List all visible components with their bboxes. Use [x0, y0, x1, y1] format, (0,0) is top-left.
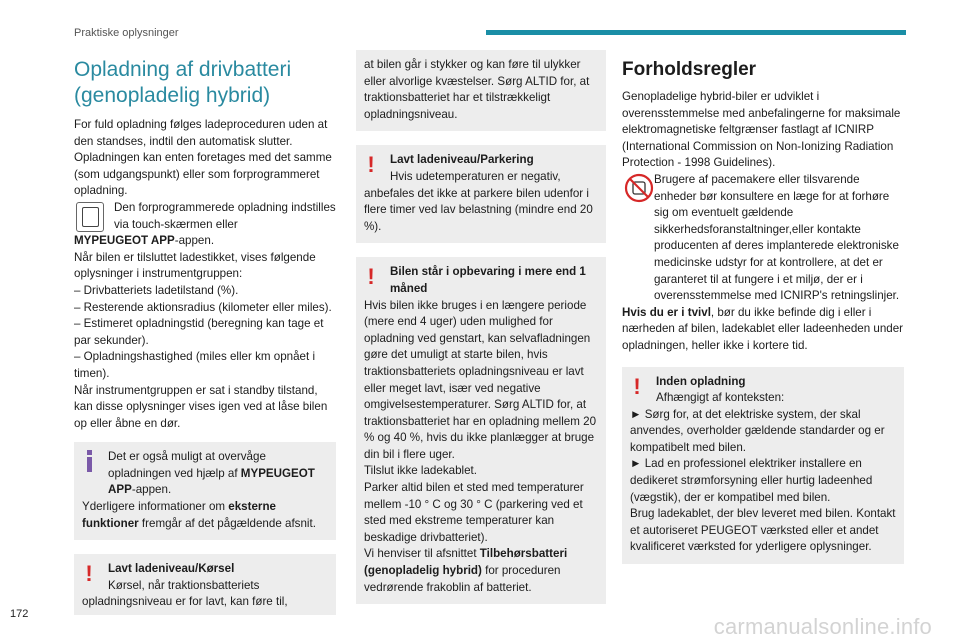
- doubt-paragraph: [622, 305, 904, 355]
- list-item: – Drivbatteriets ladetilstand (%).: [74, 283, 239, 297]
- warning-box-before-charging: [622, 367, 904, 565]
- warning-title: Bilen står i opbevaring i mere end 1 måned: [390, 265, 586, 295]
- app-note-text: Den forprogrammerede opladning indstilles via touch-skærmen eller: [114, 200, 336, 231]
- doubt-text: , bør du ikke befinde dig i eller i nærheden af bilen, ladekablet eller ladeenheden under opladningen, heller ikke i kortere tid.: [622, 305, 904, 352]
- warning-title: Lavt ladeniveau/Kørsel: [108, 562, 235, 576]
- warning-text: Kørsel, når traktionsbatteriets opladningsniveau er for lavt, kan føre til,: [82, 578, 288, 609]
- warning-icon: !: [633, 373, 641, 399]
- display-info-paragraph: Når bilen er tilsluttet ladestikket, vises følgende oplysninger i instrumentgruppen:: [74, 250, 316, 281]
- pacemaker-note: [622, 172, 904, 305]
- list-item: – Opladningshastighed (miles eller km opnået i timen).: [74, 350, 316, 380]
- app-suffix: -appen.: [174, 234, 215, 248]
- storage-temperature-note: Parker altid bilen et sted med temperaturer mellem -10 ° C og 30 ° C (parkering ved et sted med ekstreme temperaturer kan beskadige drivbatteriet).: [364, 481, 584, 544]
- pacemaker-warning-icon: [624, 173, 654, 203]
- list-item: – Estimeret opladningstid (beregning kan tage et par sekunder).: [74, 317, 324, 347]
- warning-title: Inden opladning: [656, 374, 746, 388]
- info-text-c: -appen.: [131, 483, 172, 497]
- info-text: [82, 449, 328, 499]
- section-title: [74, 57, 336, 109]
- reference-bold: Tilbehørsbatteri (genopladelig hybrid): [364, 547, 568, 578]
- watermark: carmanualsonline.info: [713, 614, 932, 640]
- column-right: [622, 50, 904, 578]
- warning-box-low-charge-parking: [356, 145, 606, 243]
- info-app-name: MYPEUGEOT APP: [108, 466, 315, 497]
- warning-box-continued: [356, 50, 606, 131]
- column-left: [74, 50, 336, 629]
- doubt-bold: Hvis du er i tvivl: [622, 305, 711, 319]
- section-header: Praktiske oplysninger: [74, 27, 179, 39]
- info-text-d: Yderligere informationer om: [82, 500, 229, 514]
- header-accent-bar: [486, 30, 906, 35]
- warning-icon: !: [85, 561, 93, 587]
- section-title-line1: Opladning af drivbatteri: [74, 58, 292, 81]
- storage-paragraph: Hvis bilen ikke bruges i en længere periode (mere end 4 uger) uden mulighed for opladning ved genstart, kan selvafladningen gøre det umuligt at starte bilen, hvis traktionsbatteriets opladningsniveau er lavt eller meget lavt, især ved negative omgivelsestemperaturer. Sørg ALTID for, at traktionsbatteriet har en opladning mellem 20 % og 40 %, hvis du ikke planlægger at bruge din bil i flere uger.: [364, 298, 597, 461]
- warning-text: Hvis udetemperaturen er negativ, anbefales det ikke at parkere bilen udenfor i flere timer ved lav belastning (mindre end 20 %).: [364, 169, 593, 233]
- info-box: [74, 442, 336, 540]
- info-text-2: [82, 499, 328, 532]
- app-note-cont: [74, 233, 336, 250]
- info-icon: [82, 450, 96, 474]
- info-text-a: Det er også muligt at overvåge opladningen ved hjælp af: [108, 450, 266, 480]
- precautions-title: Forholdsregler: [622, 59, 757, 80]
- reference-c: for proceduren vedrørende frakoblin af batteriet.: [364, 564, 561, 594]
- warning-continued-text: at bilen går i stykker og kan føre til ulykker eller alvorlige kvæstelser. Sørg ALTID for, at traktionsbatteriet har et tilstrækkeligt opladningsniveau.: [364, 58, 590, 121]
- storage-cable-note: Tilslut ikke ladekablet.: [364, 464, 477, 478]
- warning-icon: !: [367, 264, 375, 290]
- info-text-f: fremgår af det pågældende afsnit.: [138, 516, 316, 530]
- storage-reference: [364, 546, 598, 596]
- page-number: 172: [10, 608, 29, 620]
- smartphone-icon: [76, 202, 104, 232]
- app-name: MYPEUGEOT APP: [74, 234, 175, 248]
- column-middle: [356, 50, 606, 618]
- section-title-line2: (genopladelig hybrid): [74, 84, 271, 107]
- bullet-item: ► Sørg for, at det elektriske system, der skal anvendes, overholder gældende standarder og er kompatibelt med bilen.: [630, 407, 885, 454]
- warning-icon: !: [367, 152, 375, 178]
- standby-paragraph: Når instrumentgruppen er sat i standby tilstand, kan disse oplysninger vises igen ved at låse bilen op eller åbne en dør.: [74, 383, 328, 430]
- app-scheduling-note: [74, 200, 336, 233]
- context-text: Afhængigt af konteksten:: [656, 391, 785, 405]
- warning-box-storage: [356, 257, 606, 604]
- pacemaker-text: Brugere af pacemakere eller tilsvarende enheder bør konsultere en læge for at forhøre sig om eventuelt gældende sikkerhedsforanstaltninger,eller kontakte producenten af deres implanterede elektroniske medicinske udstyr for at kontrollere, at det er garanteret til at fungere i et miljø, der er i overensstemmelse med ICNIRP's retningslinjer.: [654, 172, 900, 303]
- cable-advice: Brug ladekablet, der blev leveret med bilen. Kontakt et autoriseret PEUGEOT værksted eller et andet kvalificeret værksted for yderligere oplysninger.: [630, 507, 896, 554]
- list-item: – Resterende aktionsradius (kilometer eller miles).: [74, 300, 332, 314]
- warning-box-low-charge-driving: [74, 554, 336, 615]
- icnirp-paragraph: Genopladelige hybrid-biler er udviklet i overensstemmelse med anbefalingerne for maksimale elektromagnetiske feltgrænser fastlagt af ICNIRP (International Commission on Non-Ionizing Radiation Protection - 1998 Guidelines).: [622, 90, 901, 170]
- warning-title: Lavt ladeniveau/Parkering: [390, 153, 534, 167]
- info-bold: eksterne funktioner: [82, 500, 276, 530]
- intro-paragraph: For fuld opladning følges ladeproceduren uden at den standses, indtil den automatisk slutter. Opladningen kan enten foretages med det samme (som udgangspunkt) eller som forprogrammeret opladning.: [74, 118, 332, 198]
- reference-a: Vi henviser til afsnittet: [364, 547, 480, 561]
- bullet-item: ► Lad en professionel elektriker installere en dedikeret strømforsyning eller hurtig ladeenhed (vægstik), der er kompatibel med bilen.: [630, 457, 873, 504]
